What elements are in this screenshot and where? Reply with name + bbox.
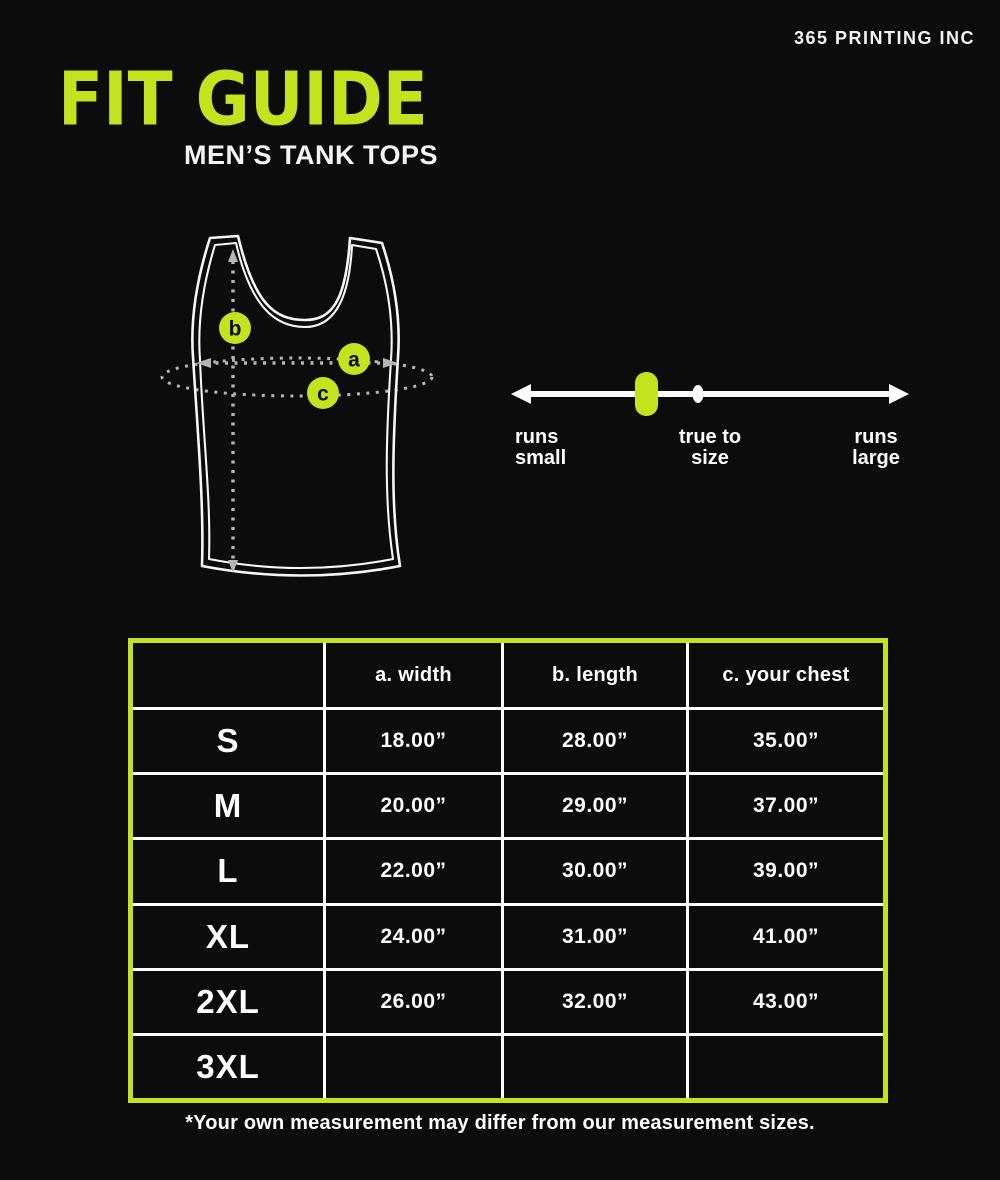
scale-arrow-right-icon: [889, 384, 909, 404]
size-label-L: L: [133, 840, 323, 902]
measurement-cell: 39.00”: [689, 840, 883, 902]
measurement-cell: [689, 1036, 883, 1098]
true-to-size-line1: true to: [678, 426, 742, 448]
measurement-cell: 24.00”: [326, 906, 501, 968]
measurement-cell: 30.00”: [504, 840, 686, 902]
tank-outline-inner: [199, 243, 393, 568]
measurement-cell: 29.00”: [504, 775, 686, 837]
size-label-XL: XL: [133, 906, 323, 968]
marker-b: [219, 312, 251, 344]
fit-scale-label-runs-small: [515, 427, 566, 469]
marker-c-label: c: [317, 382, 329, 406]
size-chart-header-b-length: b. length: [504, 643, 686, 707]
marker-b-label: b: [228, 317, 242, 341]
size-label-2XL: 2XL: [133, 971, 323, 1033]
runs-small-line2: small: [515, 447, 567, 469]
page-title: FIT GUIDE: [58, 56, 428, 143]
scale-arrow-left-icon: [511, 384, 531, 404]
runs-small-line1: runs: [515, 426, 559, 448]
true-to-size-line2: size: [691, 447, 729, 469]
scale-center-tick: [693, 385, 704, 403]
measurement-cell: 28.00”: [504, 710, 686, 772]
page-subtitle: MEN’S TANK TOPS: [183, 140, 438, 170]
size-label-M: M: [133, 775, 323, 837]
size-chart-corner-cell: [133, 643, 323, 707]
size-chart-header-c-your-chest: c. your chest: [689, 643, 883, 707]
measurement-cell: 22.00”: [326, 840, 501, 902]
size-label-3XL: 3XL: [133, 1036, 323, 1098]
measurement-cell: 37.00”: [689, 775, 883, 837]
measurement-cell: [504, 1036, 686, 1098]
measurement-cell: [326, 1036, 501, 1098]
fit-scale-label-runs-large: [816, 427, 936, 469]
measurement-cell: 26.00”: [326, 971, 501, 1033]
measurement-cell: 18.00”: [326, 710, 501, 772]
size-chart: [128, 638, 888, 1103]
measurement-cell: 32.00”: [504, 971, 686, 1033]
fit-scale: [505, 365, 915, 425]
marker-a-label: a: [348, 348, 360, 372]
measurement-cell: 20.00”: [326, 775, 501, 837]
measurement-cell: 35.00”: [689, 710, 883, 772]
tank-top-diagram: [140, 215, 480, 605]
runs-large-line2: large: [852, 447, 900, 469]
width-arrow-left-icon: [196, 358, 211, 368]
tank-outline-outer: [192, 236, 400, 576]
fit-scale-label-true-to-size: [649, 427, 771, 469]
footnote: *Your own measurement may differ from our measurement sizes.: [185, 1112, 815, 1134]
length-arrow-up-icon: [228, 249, 238, 262]
marker-a: [338, 343, 370, 375]
size-chart-header-a-width: a. width: [326, 643, 501, 707]
marker-c: [307, 377, 339, 409]
scale-fit-marker: [635, 372, 658, 416]
measurement-cell: 31.00”: [504, 906, 686, 968]
runs-large-line1: runs: [854, 426, 898, 448]
size-label-S: S: [133, 710, 323, 772]
measurement-cell: 41.00”: [689, 906, 883, 968]
brand-name: 365 PRINTING INC: [793, 28, 975, 48]
measurement-cell: 43.00”: [689, 971, 883, 1033]
